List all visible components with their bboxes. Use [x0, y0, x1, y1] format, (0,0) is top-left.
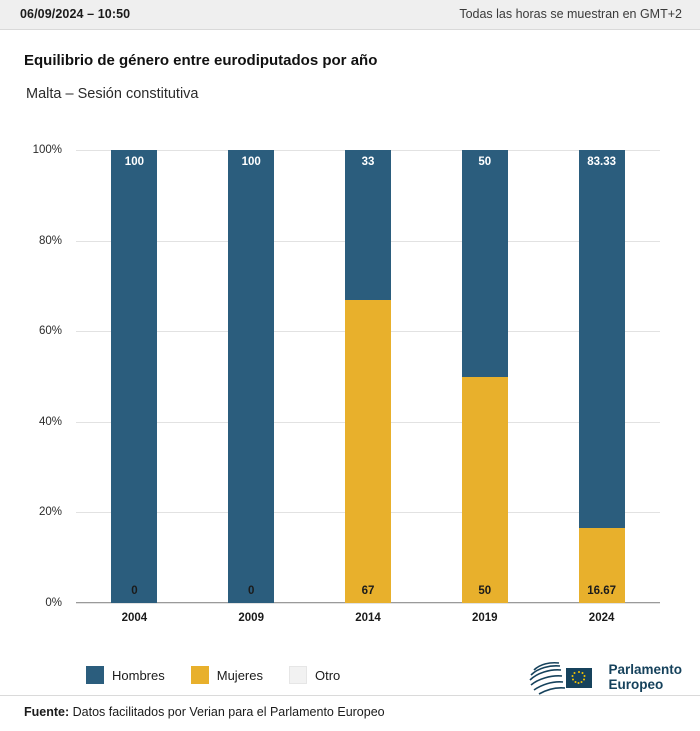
ep-logo-line2: Europeo [608, 677, 664, 692]
page-title: Equilibrio de género entre eurodiputados por año [24, 52, 378, 69]
ep-logo-line1: Parlamento [608, 662, 682, 678]
bar-group[interactable] [462, 150, 508, 603]
legend-label: Otro [315, 667, 341, 683]
bar-group[interactable] [111, 150, 157, 603]
legend-swatch-icon [289, 666, 307, 684]
y-axis-tick-label: 80% [38, 234, 62, 247]
bar-label-men: 83.33 [587, 156, 616, 168]
bar-label-women: 16.67 [587, 585, 616, 597]
y-axis-tick-label: 40% [38, 415, 62, 428]
european-parliament-logo [526, 658, 682, 698]
legend-label: Mujeres [216, 667, 263, 683]
bar-segment-men[interactable] [111, 150, 157, 603]
y-axis-tick-label: 60% [38, 325, 62, 338]
bar-segment-men[interactable] [228, 150, 274, 603]
bar-segment-men[interactable] [579, 150, 625, 527]
bar-label-men: 100 [241, 156, 261, 168]
source-text: Datos facilitados por Verian para el Parlamento Europeo [72, 705, 385, 719]
chart-legend [86, 666, 340, 684]
y-axis-tick-label: 100% [32, 144, 62, 156]
bar-group[interactable] [345, 150, 391, 603]
bar-label-women: 0 [247, 585, 255, 597]
bar-segment-women[interactable] [345, 300, 391, 604]
bar-label-women: 0 [131, 585, 138, 597]
ep-logo-text [608, 663, 682, 693]
bar-segment-men[interactable] [462, 150, 508, 377]
legend-item[interactable] [86, 666, 165, 684]
bar-label-women: 50 [478, 585, 492, 597]
legend-swatch-icon [191, 666, 209, 684]
bar-label-women: 67 [361, 585, 375, 597]
legend-label: Hombres [112, 667, 165, 683]
bar-label-men: 100 [124, 156, 144, 168]
x-axis-tick-label: 2014 [355, 612, 381, 624]
ep-flag-icon [526, 658, 598, 698]
y-axis-tick-label: 0% [45, 597, 62, 609]
bar-group[interactable] [579, 150, 625, 603]
grid-line [76, 603, 660, 604]
source-bar [0, 695, 700, 731]
source-note [24, 705, 385, 719]
y-axis-tick-label: 20% [38, 506, 62, 519]
legend-swatch-icon [86, 666, 104, 684]
bar-segment-men[interactable] [345, 150, 391, 299]
bar-label-men: 33 [361, 156, 375, 168]
top-status-bar [0, 0, 700, 30]
timezone-note: Todas las horas se muestran en GMT+2 [459, 7, 682, 21]
x-axis-tick-label: 2009 [238, 612, 264, 624]
plot-area [76, 150, 660, 603]
bar-group[interactable] [228, 150, 274, 603]
bar-label-men: 50 [478, 156, 492, 168]
x-axis-tick-label: 2024 [588, 612, 615, 624]
x-axis-tick-label: 2004 [121, 612, 148, 624]
x-axis-tick-label: 2019 [472, 612, 498, 624]
page-subtitle: Malta – Sesión constitutiva [26, 86, 199, 102]
y-axis-labels [0, 144, 70, 609]
legend-item[interactable] [289, 666, 340, 684]
legend-item[interactable] [191, 666, 263, 684]
bar-segment-women[interactable] [462, 377, 508, 604]
timestamp-label: 06/09/2024 – 10:50 [20, 7, 131, 21]
source-label: Fuente: [24, 705, 70, 719]
